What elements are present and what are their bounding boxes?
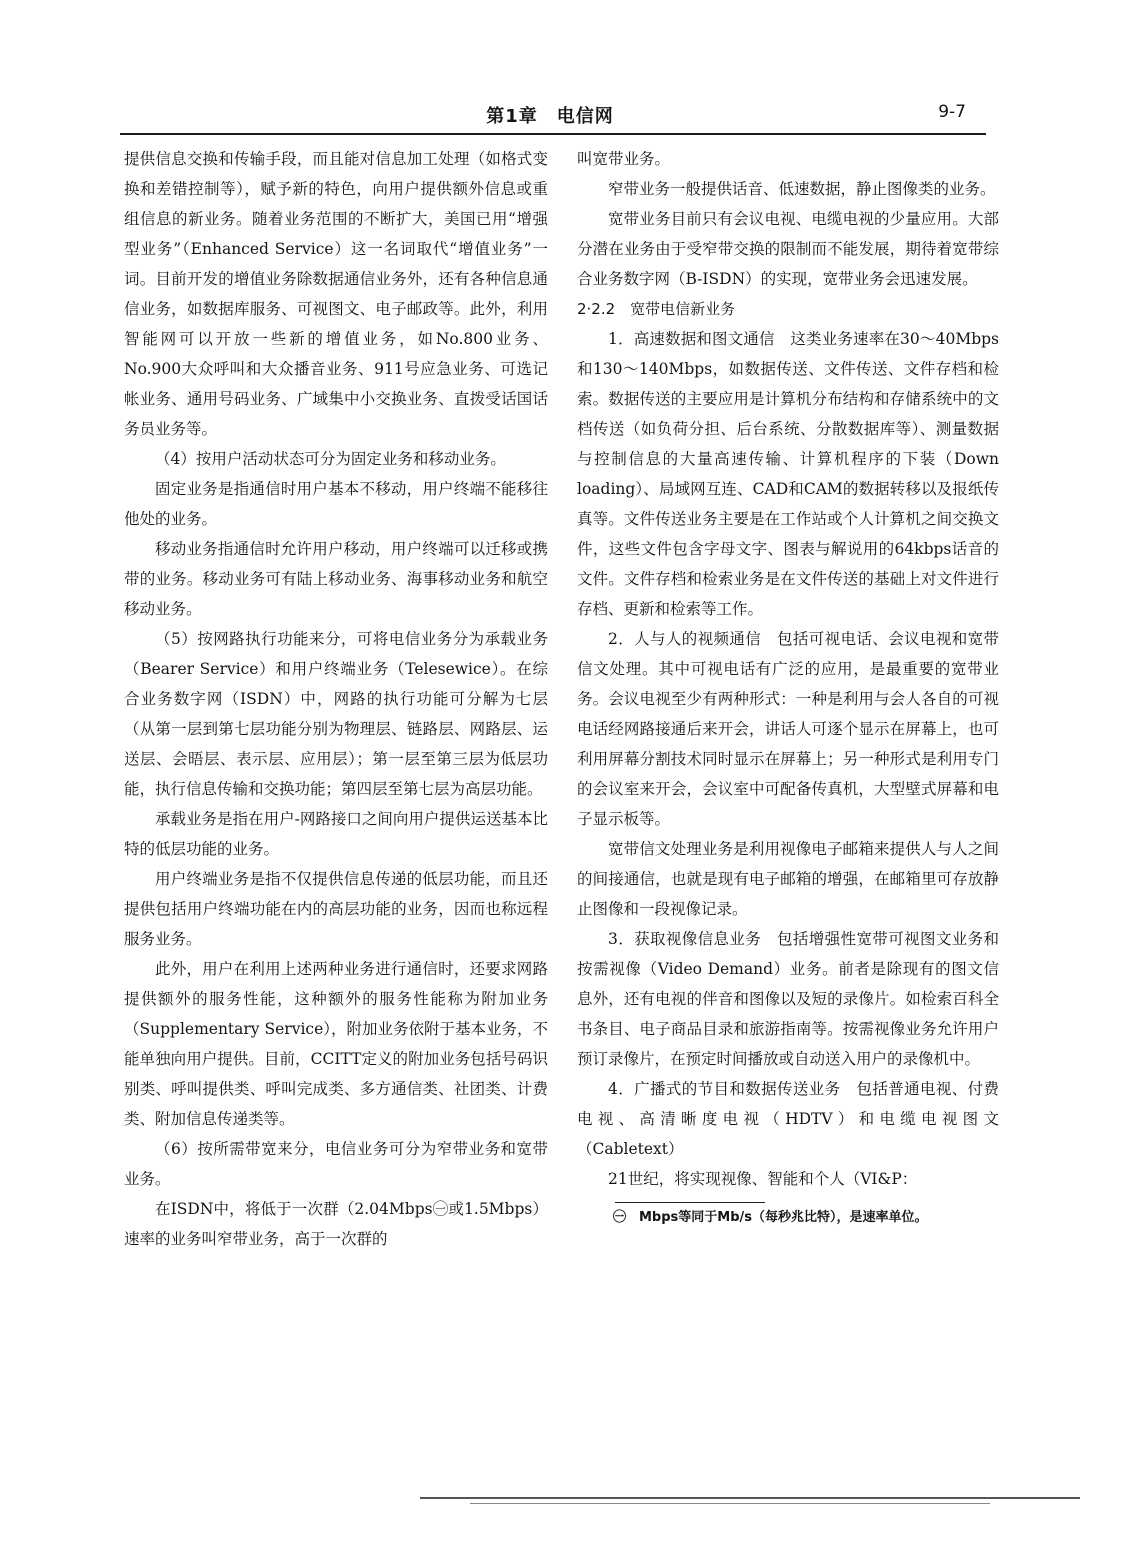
chapter-title: 第1章 电信网 xyxy=(486,106,614,127)
footnote: ㊀ Mbps等同于Mb/s（每秒兆比特），是速率单位。 xyxy=(613,1210,928,1225)
paragraph: 4．广播式的节目和数据传送业务 包括普通电视、付费电视、高清晰度电视（HDTV）和电缆电视图文（Cabletext） xyxy=(577,1080,999,1158)
scan-edge-line xyxy=(470,1503,990,1504)
paragraph: 窄带业务一般提供话音、低速数据，静止图像类的业务。 xyxy=(608,180,996,198)
paragraph: 叫宽带业务。 xyxy=(577,150,671,168)
paragraph: （5）按网路执行功能来分，可将电信业务分为承载业务（Bearer Service）和用户终端业务（Telesewice）。在综合业务数字网（ISDN）中，网路的执行功能可分解为七层（从第一层到第七层功能分别为物理层、链路层、网路层、运送层、会晤层、表示层、应用层）；第一层至第三层为低层功能，执行信息传输和交换功能；第四层至第七层为高层功能。 xyxy=(124,630,548,798)
paragraph: 承载业务是指在用户-网路接口之间向用户提供运送基本比特的低层功能的业务。 xyxy=(124,810,548,858)
header-rule xyxy=(120,133,986,135)
paragraph: 21世纪，将实现视像、智能和个人（VI&P： xyxy=(608,1170,918,1188)
scan-edge-line xyxy=(420,1497,1080,1499)
paragraph: 固定业务是指通信时用户基本不移动，用户终端不能移往他处的业务。 xyxy=(124,480,548,528)
section-heading: 2·2.2 宽带电信新业务 xyxy=(577,300,736,318)
paragraph: 2．人与人的视频通信 包括可视电话、会议电视和宽带信文处理。其中可视电话有广泛的应用，是最重要的宽带业务。会议电视至少有两种形式：一种是利用与会人各自的可视电话经网路接通后来开会，讲话人可逐个显示在屏幕上，也可利用屏幕分割技术同时显示在屏幕上；另一种形式是利用专门的会议室来开会，会议室中可配备传真机，大型壁式屏幕和电子显示板等。 xyxy=(577,630,999,828)
right-column xyxy=(577,144,999,1229)
paragraph: 宽带信文处理业务是利用视像电子邮箱来提供人与人之间的间接通信，也就是现有电子邮箱的增强，在邮箱里可存放静止图像和一段视像记录。 xyxy=(577,840,999,918)
paragraph: （6）按所需带宽来分，电信业务可分为窄带业务和宽带业务。 xyxy=(124,1140,548,1188)
paragraph: 3．获取视像信息业务 包括增强性宽带可视图文业务和按需视像（Video Demand）业务。前者是除现有的图文信息外，还有电视的伴音和图像以及短的录像片。如检索百科全书条目、电子商品目录和旅游指南等。按需视像业务允许用户预订录像片，在预定时间播放或自动送入用户的录像机中。 xyxy=(577,930,999,1068)
paragraph: 在ISDN中，将低于一次群（2.04Mbps㊀或1.5Mbps）速率的业务叫窄带业务，高于一次群的 xyxy=(124,1200,548,1248)
running-header xyxy=(120,100,980,130)
paragraph: 提供信息交换和传输手段，而且能对信息加工处理（如格式变换和差错控制等），赋予新的特色，向用户提供额外信息或重组信息的新业务。随着业务范围的不断扩大，美国已用“增强型业务”（Enhanced Service）这一名词取代“增值业务”一词。目前开发的增值业务除数据通信业务外，还有各种信息通信业务，如数据库服务、可视图文、电子邮政等。此外，利用智能网可以开放一些新的增值业务，如No.800业务、No.900大众呼叫和大众播音业务、911号应急业务、可选记帐业务、通用号码业务、广域集中小交换业务、直拨受话国话务员业务等。 xyxy=(124,150,548,438)
paragraph: 宽带业务目前只有会议电视、电缆电视的少量应用。大部分潜在业务由于受窄带交换的限制而不能发展，期待着宽带综合业务数字网（B-ISDN）的实现，宽带业务会迅速发展。 xyxy=(577,210,999,288)
left-column xyxy=(124,144,548,1254)
page-number: 9-7 xyxy=(938,102,966,122)
paragraph: （4）按用户活动状态可分为固定业务和移动业务。 xyxy=(155,450,506,468)
paragraph: 移动业务指通信时允许用户移动，用户终端可以迁移或携带的业务。移动业务可有陆上移动业务、海事移动业务和航空移动业务。 xyxy=(124,540,548,618)
footnote-rule xyxy=(615,1202,765,1203)
paragraph: 此外，用户在利用上述两种业务进行通信时，还要求网路提供额外的服务性能，这种额外的服务性能称为附加业务（Supplementary Service），附加业务依附于基本业务，不能单独向用户提供。目前，CCITT定义的附加业务包括号码识别类、呼叫提供类、呼叫完成类、多方通信类、社团类、计费类、附加信息传递类等。 xyxy=(124,960,549,1128)
paragraph: 1．高速数据和图文通信 这类业务速率在30～40Mbps和130～140Mbps，如数据传送、文件传送、文件存档和检索。数据传送的主要应用是计算机分布结构和存储系统中的文档传送（如负荷分担、后台系统、分散数据库等）、测量数据与控制信息的大量高速传输、计算机程序的下装（Down loading）、局域网互连、CAD和CAM的数据转移以及报纸传真等。文件传送业务主要是在工作站或个人计算机之间交换文件，这些文件包含字母文字、图表与解说用的64kbps话音的文件。文件存档和检索业务是在文件传送的基础上对文件进行存档、更新和检索等工作。 xyxy=(577,330,999,618)
paragraph: 用户终端业务是指不仅提供信息传递的低层功能，而且还提供包括用户终端功能在内的高层功能的业务，因而也称远程服务业务。 xyxy=(124,870,548,948)
